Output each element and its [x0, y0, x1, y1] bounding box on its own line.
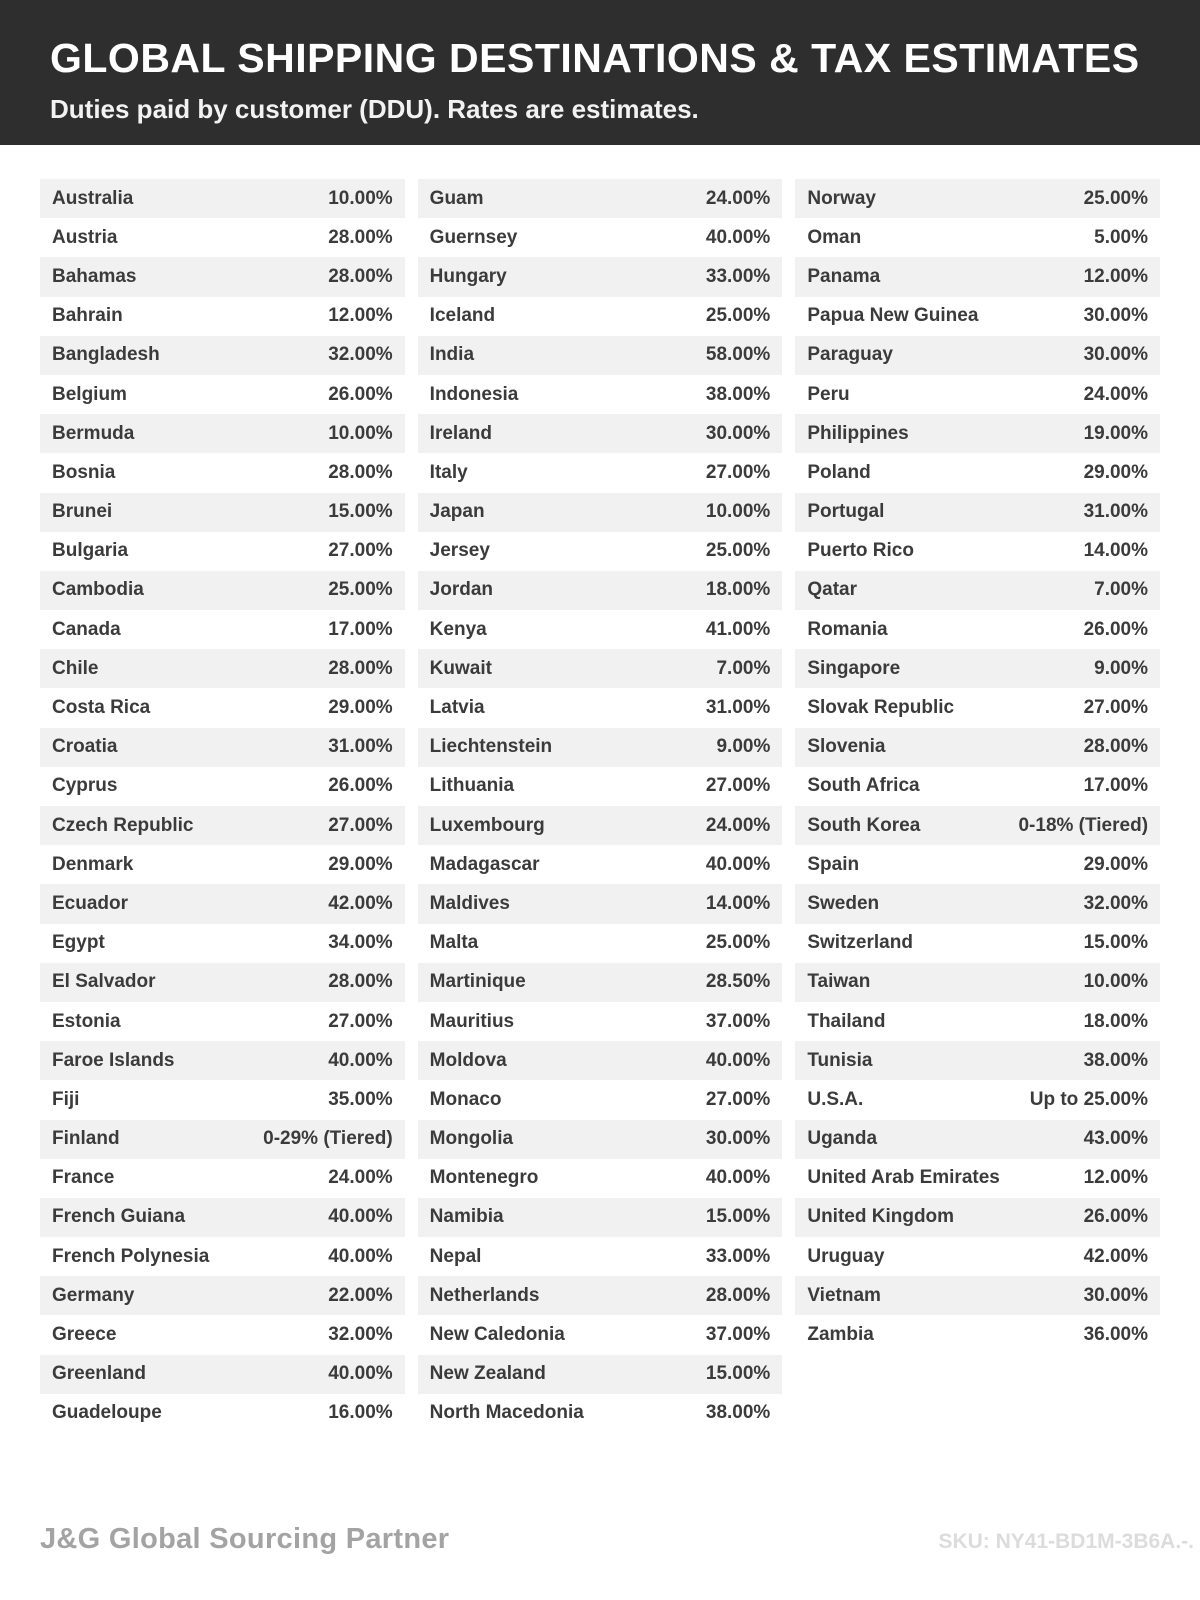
country-name: Czech Republic: [52, 814, 194, 836]
tax-rate: 31.00%: [328, 736, 393, 758]
country-name: Romania: [807, 618, 888, 640]
table-row: [40, 1198, 405, 1237]
table-row: [795, 845, 1160, 884]
table-row: [40, 375, 405, 414]
tax-rate: 16.00%: [328, 1402, 393, 1424]
tax-rate: 28.50%: [705, 971, 771, 993]
table-row: [418, 257, 783, 296]
country-name: Bulgaria: [52, 540, 129, 562]
table-row: [795, 728, 1160, 767]
tax-rate: 18.00%: [1083, 1010, 1149, 1032]
tax-rate: 37.00%: [705, 1010, 771, 1032]
country-name: Slovenia: [807, 736, 886, 758]
table-row: [418, 1080, 783, 1119]
table-row: [418, 649, 783, 688]
table-row: [418, 1315, 783, 1354]
tax-rate: 40.00%: [328, 1363, 393, 1385]
country-name: Bahamas: [52, 265, 137, 287]
country-name: Mongolia: [429, 1128, 514, 1150]
table-row: [40, 218, 405, 257]
tax-rate: 26.00%: [328, 775, 393, 797]
tax-rate: 34.00%: [328, 932, 393, 954]
tax-rate: 27.00%: [328, 540, 393, 562]
country-name: North Macedonia: [429, 1402, 584, 1424]
tax-rate: 43.00%: [1083, 1128, 1149, 1150]
country-name: Chile: [52, 657, 99, 679]
tax-rate: 41.00%: [705, 618, 771, 640]
country-name: Brunei: [52, 501, 113, 523]
table-row: [795, 414, 1160, 453]
tax-rate: 24.00%: [705, 187, 771, 209]
tax-rate: 5.00%: [1094, 226, 1149, 248]
country-name: Costa Rica: [52, 697, 151, 719]
tax-rate: 28.00%: [328, 657, 393, 679]
country-name: Ireland: [429, 422, 492, 444]
country-name: Ecuador: [52, 892, 129, 914]
tax-rate: 32.00%: [328, 344, 393, 366]
tax-rate: 10.00%: [1083, 971, 1149, 993]
table-row: [40, 1276, 405, 1315]
tax-rate: 27.00%: [328, 814, 393, 836]
tax-rate: 15.00%: [1083, 932, 1149, 954]
tax-rate: 9.00%: [1094, 657, 1149, 679]
country-name: Guam: [429, 187, 484, 209]
tax-rate: 30.00%: [1083, 1284, 1149, 1306]
tax-rate: 28.00%: [328, 226, 393, 248]
table-row: [418, 1041, 783, 1080]
country-name: Uruguay: [807, 1245, 885, 1267]
table-row: [795, 1080, 1160, 1119]
table-row: [795, 1315, 1160, 1354]
tax-rate: 17.00%: [328, 618, 393, 640]
country-name: Namibia: [429, 1206, 504, 1228]
table-row: [795, 767, 1160, 806]
tax-rate: 26.00%: [1083, 1206, 1149, 1228]
table-row: [40, 1159, 405, 1198]
country-name: Tunisia: [807, 1049, 873, 1071]
tax-rate: 7.00%: [716, 657, 771, 679]
table-row: [795, 688, 1160, 727]
table-row: [40, 1355, 405, 1394]
tax-rate: 58.00%: [705, 344, 771, 366]
table-row: [418, 728, 783, 767]
country-name: Mauritius: [429, 1010, 515, 1032]
country-name: Greece: [52, 1324, 117, 1346]
country-name: Peru: [807, 383, 850, 405]
tax-rate: 17.00%: [1083, 775, 1149, 797]
table-row: [40, 1237, 405, 1276]
tax-rate: 24.00%: [705, 814, 771, 836]
country-name: Kenya: [429, 618, 487, 640]
country-name: Vietnam: [807, 1284, 881, 1306]
country-name: Bosnia: [52, 461, 116, 483]
tax-rate: 18.00%: [705, 579, 771, 601]
tax-rate: 15.00%: [705, 1363, 771, 1385]
table-row: [40, 924, 405, 963]
country-name: Taiwan: [807, 971, 871, 993]
tax-rate: 25.00%: [705, 305, 771, 327]
country-name: South Korea: [807, 814, 921, 836]
country-name: Greenland: [52, 1363, 146, 1385]
country-name: Montenegro: [429, 1167, 539, 1189]
tax-rate: 29.00%: [1083, 461, 1149, 483]
table-row: [40, 884, 405, 923]
tax-rate: 25.00%: [705, 932, 771, 954]
tax-rate: 12.00%: [1083, 1167, 1149, 1189]
country-name: French Polynesia: [52, 1245, 210, 1267]
country-name: Maldives: [429, 892, 510, 914]
table-row: [418, 1120, 783, 1159]
table-row: [418, 1002, 783, 1041]
country-name: Faroe Islands: [52, 1049, 175, 1071]
country-name: Bermuda: [52, 422, 135, 444]
table-row: [418, 806, 783, 845]
table-row: [40, 179, 405, 218]
table-row: [418, 1394, 783, 1433]
country-name: U.S.A.: [807, 1088, 864, 1110]
country-name: Norway: [807, 187, 876, 209]
country-name: Kuwait: [429, 657, 492, 679]
tax-rate: 30.00%: [705, 1128, 771, 1150]
table-row: [795, 610, 1160, 649]
tax-rate: 24.00%: [1083, 383, 1149, 405]
tax-rate: 14.00%: [705, 892, 771, 914]
tax-rate: 40.00%: [705, 1049, 771, 1071]
country-name: Luxembourg: [429, 814, 545, 836]
tax-rate: 38.00%: [705, 383, 771, 405]
country-name: Nepal: [429, 1245, 482, 1267]
country-name: Oman: [807, 226, 862, 248]
table-row: [418, 884, 783, 923]
tax-rate: 42.00%: [1083, 1245, 1149, 1267]
country-name: Lithuania: [429, 775, 515, 797]
table-row: [40, 297, 405, 336]
tax-rate: 33.00%: [705, 265, 771, 287]
table-row: [795, 493, 1160, 532]
table-row: [40, 728, 405, 767]
table-row: [795, 453, 1160, 492]
country-name: Puerto Rico: [807, 540, 914, 562]
country-name: Singapore: [807, 657, 901, 679]
tax-rate: 9.00%: [716, 736, 771, 758]
country-name: Iceland: [429, 305, 496, 327]
tax-rate-table: [0, 145, 1200, 1433]
country-name: Netherlands: [429, 1284, 540, 1306]
table-row: [418, 1355, 783, 1394]
tax-rate: 28.00%: [705, 1284, 771, 1306]
country-name: Jersey: [429, 540, 490, 562]
table-row: [40, 1041, 405, 1080]
tax-rate: 27.00%: [705, 775, 771, 797]
table-row: [40, 1315, 405, 1354]
tax-rate: 40.00%: [328, 1206, 393, 1228]
country-name: Estonia: [52, 1010, 121, 1032]
tax-rate: 10.00%: [705, 501, 771, 523]
table-column-2: [418, 179, 783, 1433]
tax-rate: 38.00%: [705, 1402, 771, 1424]
country-name: Poland: [807, 461, 871, 483]
table-row: [418, 179, 783, 218]
table-row: [795, 806, 1160, 845]
table-row: [418, 375, 783, 414]
tax-rate: 29.00%: [1083, 853, 1149, 875]
tax-rate: 36.00%: [1083, 1324, 1149, 1346]
country-name: Malta: [429, 932, 479, 954]
tax-rate: 15.00%: [705, 1206, 771, 1228]
tax-rate: 42.00%: [328, 892, 393, 914]
tax-rate: 7.00%: [1094, 579, 1149, 601]
table-row: [795, 1276, 1160, 1315]
country-name: Paraguay: [807, 344, 893, 366]
country-name: Hungary: [429, 265, 507, 287]
tax-rate: 15.00%: [328, 501, 393, 523]
tax-rate: 14.00%: [1083, 540, 1149, 562]
country-name: United Kingdom: [807, 1206, 955, 1228]
table-row: [40, 1394, 405, 1433]
country-name: Guadeloupe: [52, 1402, 162, 1424]
country-name: Canada: [52, 618, 121, 640]
table-row: [795, 218, 1160, 257]
tax-rate: 27.00%: [328, 1010, 393, 1032]
table-row: [795, 375, 1160, 414]
table-row: [795, 257, 1160, 296]
table-row: [418, 1276, 783, 1315]
table-row: [418, 1159, 783, 1198]
table-row: [40, 453, 405, 492]
table-row: [795, 297, 1160, 336]
tax-rate: 30.00%: [1083, 344, 1149, 366]
page-title: GLOBAL SHIPPING DESTINATIONS & TAX ESTIMATES: [50, 35, 1140, 81]
tax-rate: 27.00%: [705, 1088, 771, 1110]
country-name: Belgium: [52, 383, 127, 405]
country-name: Croatia: [52, 736, 118, 758]
country-name: Uganda: [807, 1128, 878, 1150]
tax-rate: 29.00%: [328, 853, 393, 875]
country-name: Guernsey: [429, 226, 518, 248]
tax-rate: 30.00%: [1083, 305, 1149, 327]
country-name: Jordan: [429, 579, 494, 601]
table-row: [418, 532, 783, 571]
country-name: Denmark: [52, 853, 134, 875]
tax-rate: 25.00%: [705, 540, 771, 562]
country-name: Austria: [52, 226, 118, 248]
table-row: [795, 1002, 1160, 1041]
table-row: [40, 1080, 405, 1119]
table-row: [418, 571, 783, 610]
tax-rate: 38.00%: [1083, 1049, 1149, 1071]
table-row: [418, 336, 783, 375]
table-row: [795, 963, 1160, 1002]
table-row: [418, 610, 783, 649]
tax-rate: 40.00%: [328, 1245, 393, 1267]
country-name: Zambia: [807, 1324, 874, 1346]
table-row: [795, 1237, 1160, 1276]
tax-rate: Up to 25.00%: [1029, 1088, 1149, 1110]
country-name: Bangladesh: [52, 344, 160, 366]
table-row: [795, 649, 1160, 688]
tax-rate: 40.00%: [705, 853, 771, 875]
table-row: [795, 884, 1160, 923]
table-row: [418, 453, 783, 492]
country-name: Switzerland: [807, 932, 913, 954]
country-name: Spain: [807, 853, 860, 875]
country-name: Philippines: [807, 422, 909, 444]
tax-rate: 32.00%: [1083, 892, 1149, 914]
page-footer: [0, 1523, 1200, 1556]
country-name: Latvia: [429, 697, 485, 719]
country-name: Italy: [429, 461, 468, 483]
tax-rate: 27.00%: [705, 461, 771, 483]
country-name: India: [429, 344, 475, 366]
table-row: [795, 179, 1160, 218]
page-subtitle: Duties paid by customer (DDU). Rates are estimates.: [50, 94, 699, 125]
tax-rate: 12.00%: [1083, 265, 1149, 287]
tax-rate: 24.00%: [328, 1167, 393, 1189]
tax-rate: 28.00%: [1083, 736, 1149, 758]
table-row: [40, 257, 405, 296]
table-row: [795, 1159, 1160, 1198]
tax-rate: 32.00%: [328, 1324, 393, 1346]
tax-rate: 37.00%: [705, 1324, 771, 1346]
table-row: [40, 649, 405, 688]
table-row: [40, 806, 405, 845]
tax-rate: 25.00%: [1083, 187, 1149, 209]
tax-rate: 40.00%: [705, 1167, 771, 1189]
country-name: Finland: [52, 1128, 120, 1150]
country-name: Madagascar: [429, 853, 540, 875]
country-name: Japan: [429, 501, 485, 523]
country-name: Egypt: [52, 932, 105, 954]
table-row: [40, 336, 405, 375]
table-row: [40, 963, 405, 1002]
country-name: El Salvador: [52, 971, 156, 993]
country-name: Cambodia: [52, 579, 144, 601]
table-row: [40, 532, 405, 571]
table-row: [418, 767, 783, 806]
tax-rate: 12.00%: [328, 305, 393, 327]
country-name: Thailand: [807, 1010, 886, 1032]
country-name: Fiji: [52, 1088, 80, 1110]
tax-rate: 27.00%: [1083, 697, 1149, 719]
table-row: [418, 845, 783, 884]
table-row: [40, 414, 405, 453]
table-row: [795, 532, 1160, 571]
table-row: [40, 767, 405, 806]
tax-rate: 40.00%: [328, 1049, 393, 1071]
country-name: France: [52, 1167, 115, 1189]
country-name: Indonesia: [429, 383, 519, 405]
table-column-3: [795, 179, 1160, 1355]
country-name: French Guiana: [52, 1206, 186, 1228]
table-row: [418, 493, 783, 532]
table-row: [40, 1002, 405, 1041]
country-name: South Africa: [807, 775, 920, 797]
tax-rate: 35.00%: [328, 1088, 393, 1110]
country-name: Sweden: [807, 892, 880, 914]
tax-rate: 28.00%: [328, 971, 393, 993]
table-row: [418, 963, 783, 1002]
tax-rate: 10.00%: [328, 187, 393, 209]
sku-label: SKU: NY41-BD1M-3B6A.-.: [938, 1530, 1194, 1553]
country-name: New Caledonia: [429, 1324, 565, 1346]
country-name: Liechtenstein: [429, 736, 553, 758]
country-name: Slovak Republic: [807, 697, 955, 719]
brand-name: J&G Global Sourcing Partner: [40, 1523, 450, 1555]
tax-rate: 29.00%: [328, 697, 393, 719]
table-row: [418, 297, 783, 336]
table-row: [418, 688, 783, 727]
tax-rate: 26.00%: [328, 383, 393, 405]
tax-rate: 25.00%: [328, 579, 393, 601]
table-row: [418, 1237, 783, 1276]
country-name: Portugal: [807, 501, 885, 523]
country-name: Australia: [52, 187, 134, 209]
tax-rate: 0-29% (Tiered): [263, 1128, 393, 1150]
country-name: New Zealand: [429, 1363, 546, 1385]
table-row: [418, 414, 783, 453]
country-name: Germany: [52, 1284, 135, 1306]
tax-rate: 26.00%: [1083, 618, 1149, 640]
tax-rate: 10.00%: [328, 422, 393, 444]
tax-rate: 40.00%: [705, 226, 771, 248]
country-name: Bahrain: [52, 305, 123, 327]
tax-rate: 22.00%: [328, 1284, 393, 1306]
page-header: [0, 0, 1200, 145]
table-row: [40, 493, 405, 532]
country-name: Monaco: [429, 1088, 502, 1110]
table-row: [795, 336, 1160, 375]
table-row: [795, 1120, 1160, 1159]
country-name: Martinique: [429, 971, 526, 993]
country-name: United Arab Emirates: [807, 1167, 1000, 1189]
table-row: [795, 1041, 1160, 1080]
country-name: Papua New Guinea: [807, 305, 979, 327]
table-row: [40, 610, 405, 649]
table-row: [40, 571, 405, 610]
country-name: Panama: [807, 265, 881, 287]
tax-rate: 28.00%: [328, 265, 393, 287]
country-name: Moldova: [429, 1049, 507, 1071]
tax-rate: 30.00%: [705, 422, 771, 444]
table-row: [40, 1120, 405, 1159]
tax-rate: 33.00%: [705, 1245, 771, 1267]
table-row: [795, 1198, 1160, 1237]
table-row: [795, 571, 1160, 610]
tax-rate: 0-18% (Tiered): [1018, 814, 1149, 836]
table-row: [40, 845, 405, 884]
tax-rate: 31.00%: [705, 697, 771, 719]
table-column-1: [40, 179, 405, 1433]
country-name: Qatar: [807, 579, 857, 601]
table-row: [418, 1198, 783, 1237]
country-name: Cyprus: [52, 775, 118, 797]
tax-rate: 19.00%: [1083, 422, 1149, 444]
table-row: [418, 924, 783, 963]
table-row: [40, 688, 405, 727]
table-row: [795, 924, 1160, 963]
tax-rate: 28.00%: [328, 461, 393, 483]
tax-rate: 31.00%: [1083, 501, 1149, 523]
table-row: [418, 218, 783, 257]
